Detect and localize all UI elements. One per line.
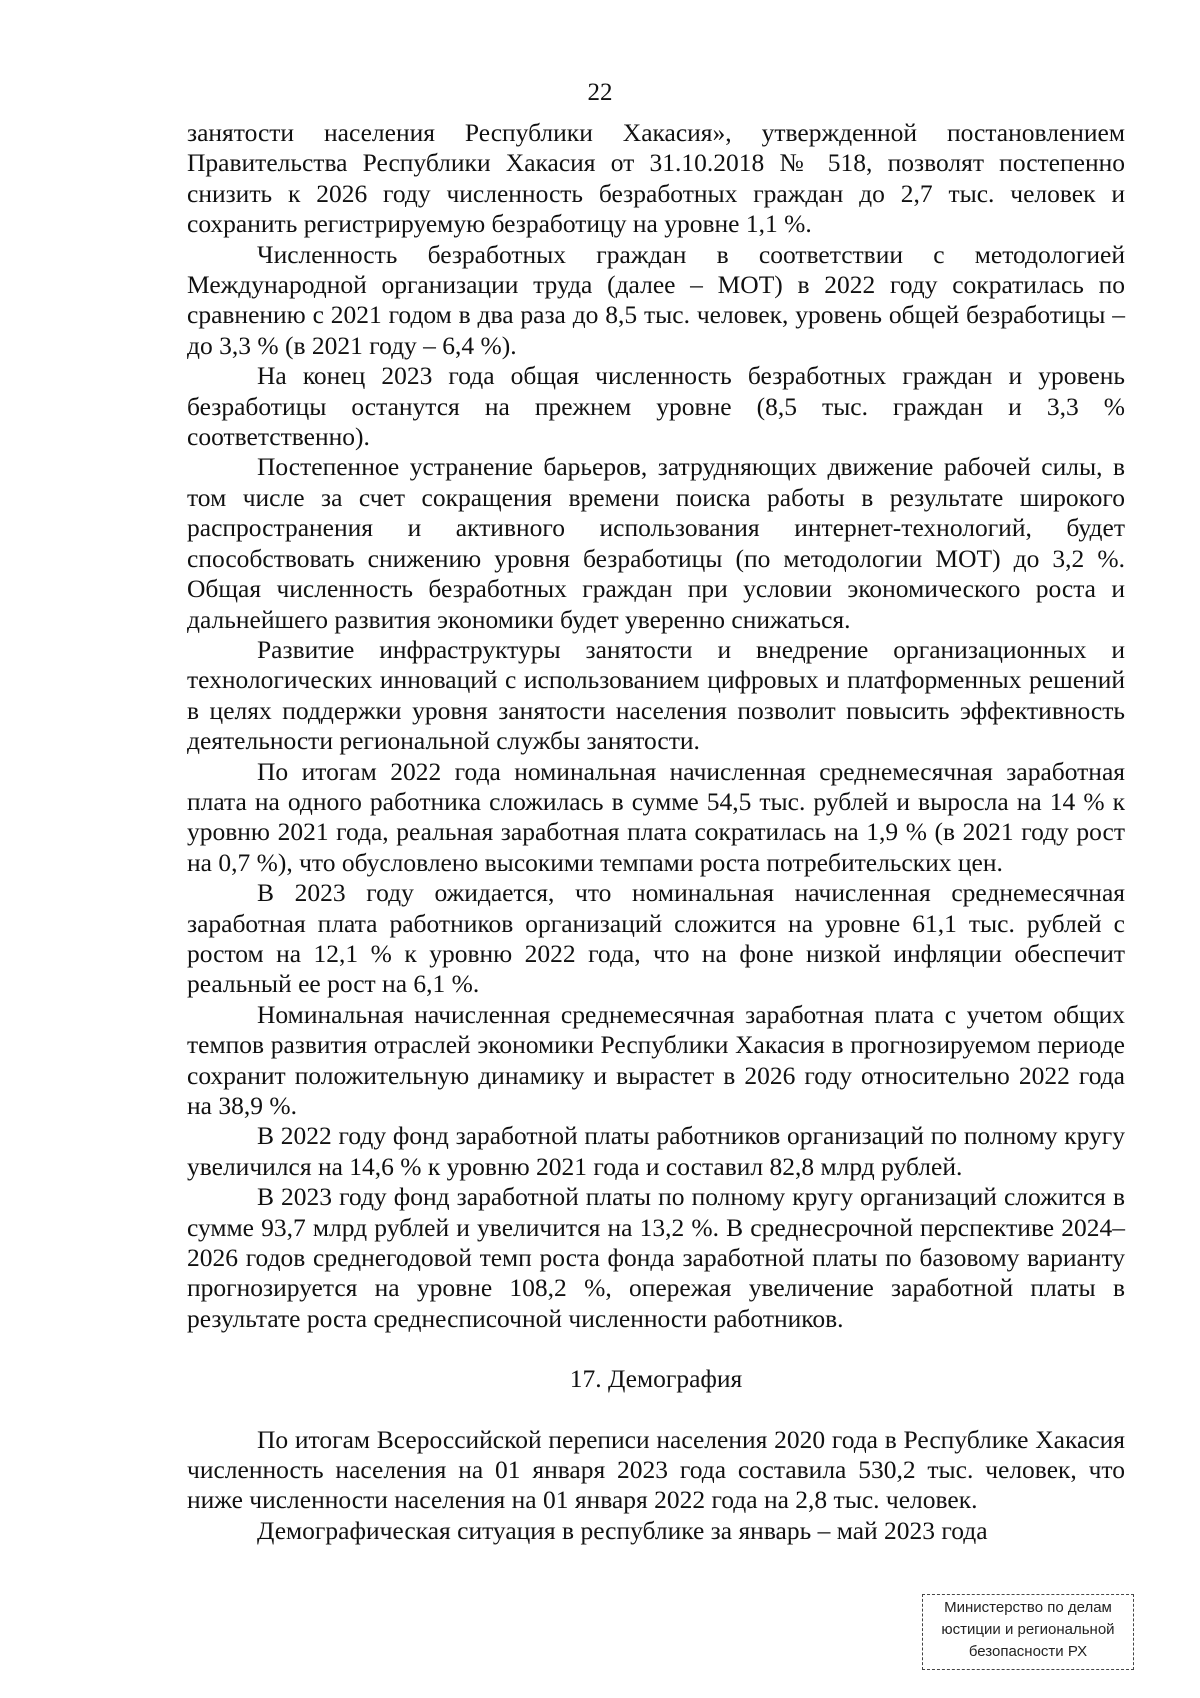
paragraph: В 2023 году фонд заработной платы по полному кругу организаций сложится в сумме 93,7 млрд рублей и увеличится на 13,2 %. В среднесрочной перспективе 2024–2026 годов среднегодовой темп роста фонда заработной платы по базовому варианту прогнозируется на уровне 108,2 %, опережая увеличение заработной платы в результате роста среднесписочной численности работников. — [187, 1182, 1125, 1333]
stamp-line: безопасности РХ — [968, 1643, 1088, 1660]
page-number: 22 — [587, 79, 613, 106]
paragraph: Развитие инфраструктуры занятости и внедрение организационных и технологических инноваций с использованием цифровых и платформенных решений в целях поддержки уровня занятости населения позволит повысить эффективность деятельности региональной службы занятости. — [187, 634, 1125, 756]
paragraph: Постепенное устранение барьеров, затрудняющих движение рабочей силы, в том числе за счет сокращения времени поиска работы в результате широкого распространения и активного использования интернет-технологий, будет способствовать снижению уровня безработицы (по методологии МОТ) до 3,2 %. Общая численность безработных граждан при условии экономического роста и дальнейшего развития экономики будет уверенно снижаться. — [187, 452, 1125, 634]
registration-stamp — [922, 1594, 1134, 1670]
document-body — [187, 118, 1125, 1546]
paragraph: Демографическая ситуация в республике за январь – май 2023 года — [257, 1515, 988, 1545]
paragraph: занятости населения Республики Хакасия», утвержденной постановлением Правительства Республики Хакасия от 31.10.2018 № 518, позволят постепенно снизить к 2026 году численность безработных граждан до 2,7 тыс. человек и сохранить регистрируемую безработицу на уровне 1,1 %. — [187, 118, 1125, 239]
paragraph: В 2023 году ожидается, что номинальная начисленная среднемесячная заработная плата работников организаций сложится на уровне 61,1 тыс. рублей с ростом на 12,1 % к уровню 2022 года, что на фоне низкой инфляции обеспечит реальный ее рост на 6,1 %. — [187, 878, 1125, 999]
paragraph: Номинальная начисленная среднемесячная заработная плата с учетом общих темпов развития отраслей экономики Республики Хакасия в прогнозируемом периоде сохранит положительную динамику и вырастет в 2026 году относительно 2022 года на 38,9 %. — [187, 999, 1125, 1120]
paragraph: На конец 2023 года общая численность безработных граждан и уровень безработицы останутся на прежнем уровне (8,5 тыс. граждан и 3,3 % соответственно). — [187, 361, 1125, 452]
paragraph: В 2022 году фонд заработной платы работников организаций по полному кругу увеличился на 14,6 % к уровню 2021 года и составил 82,8 млрд рублей. — [187, 1121, 1125, 1181]
section-heading: 17. Демография — [569, 1364, 743, 1394]
paragraph: По итогам 2022 года номинальная начисленная среднемесячная заработная плата на одного работника сложилась в сумме 54,5 тыс. рублей и выросла на 14 % к уровню 2021 года, реальная заработная плата сократилась на 1,9 % (в 2021 году рост на 0,7 %), что обусловлено высокими темпами роста потребительских цен. — [187, 756, 1125, 877]
paragraph: Численность безработных граждан в соответствии с методологией Международной организации труда (далее – МОТ) в 2022 году сократилась по сравнению с 2021 годом в два раза до 8,5 тыс. человек, уровень общей безработицы – до 3,3 % (в 2021 году – 6,4 %). — [187, 239, 1125, 360]
paragraph: По итогам Всероссийской переписи населения 2020 года в Республике Хакасия численность населения на 01 января 2023 года составила 530,2 тыс. человек, что ниже численности населения на 01 января 2022 года на 2,8 тыс. человек. — [187, 1424, 1125, 1515]
stamp-line: юстиции и региональной — [941, 1621, 1115, 1638]
stamp-line: Министерство по делам — [944, 1599, 1112, 1616]
